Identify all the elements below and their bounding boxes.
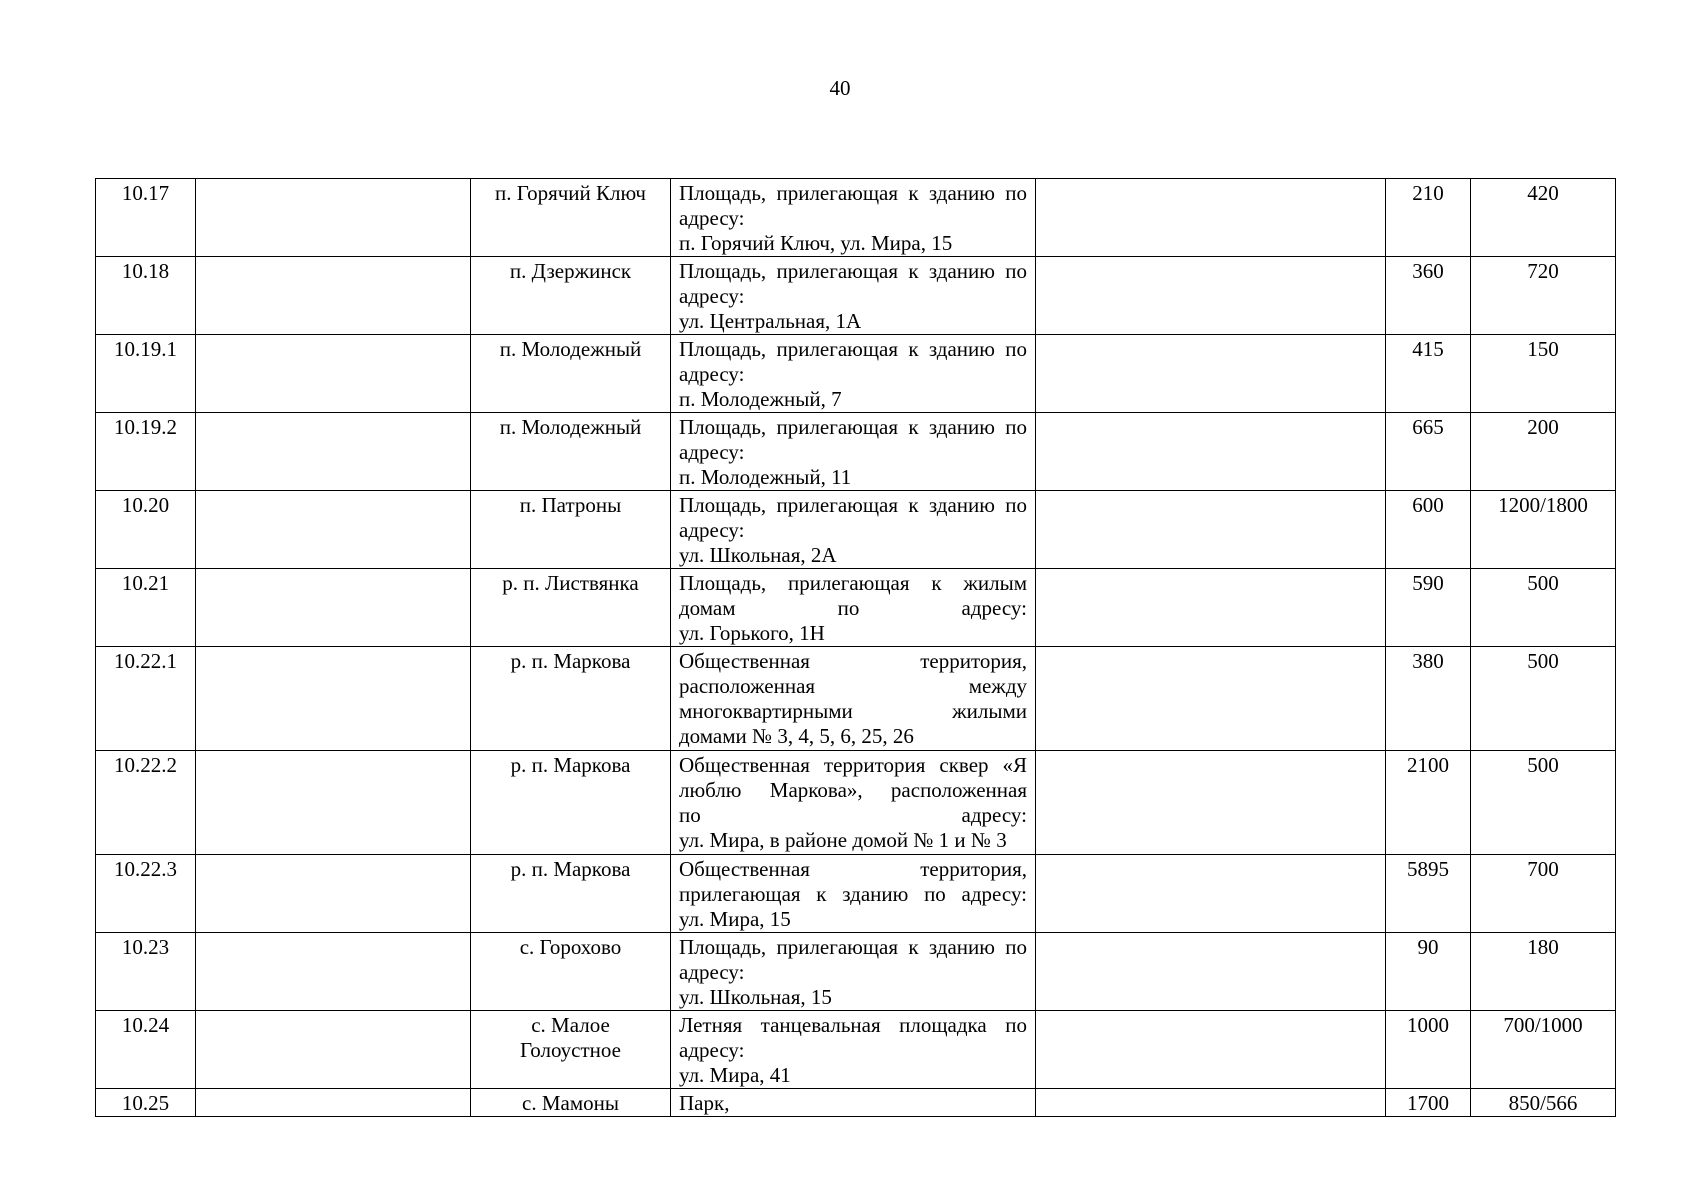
- empty-cell: [1036, 491, 1386, 569]
- locality-cell: п. Молодежный: [471, 413, 671, 491]
- locality-cell: с. Горохово: [471, 933, 671, 1011]
- table-row: [96, 491, 1616, 569]
- table-row: [96, 335, 1616, 413]
- row-number-cell: 10.24: [96, 1011, 196, 1089]
- description-cell: [671, 647, 1036, 751]
- description-line: по адресу:: [679, 803, 1027, 827]
- capacity-cell: 700: [1471, 855, 1616, 933]
- capacity-cell: 150: [1471, 335, 1616, 413]
- capacity-cell: 500: [1471, 751, 1616, 855]
- row-number-cell: 10.19.2: [96, 413, 196, 491]
- empty-cell: [196, 179, 471, 257]
- description-line: домам по адресу:: [679, 596, 1027, 620]
- description-line: расположенная между: [679, 674, 1027, 698]
- capacity-cell: 1200/1800: [1471, 491, 1616, 569]
- description-line: адресу:: [679, 518, 745, 542]
- empty-cell: [196, 491, 471, 569]
- description-cell: [671, 751, 1036, 855]
- capacity-cell: 420: [1471, 179, 1616, 257]
- locality-cell: р. п. Листвянка: [471, 569, 671, 647]
- sites-table: [95, 178, 1616, 1117]
- description-line: адресу:: [679, 284, 745, 308]
- empty-cell: [196, 413, 471, 491]
- empty-cell: [196, 1011, 471, 1089]
- page-number: 40: [829, 76, 851, 100]
- description-line: Площадь, прилегающая к зданию по: [679, 415, 1027, 439]
- empty-cell: [1036, 179, 1386, 257]
- area-cell: 90: [1386, 933, 1471, 1011]
- description-cell: [671, 569, 1036, 647]
- description-line: адресу:: [679, 960, 745, 984]
- empty-cell: [1036, 855, 1386, 933]
- description-cell: [671, 491, 1036, 569]
- description-line: ул. Горького, 1Н: [679, 621, 825, 645]
- empty-cell: [196, 1089, 471, 1117]
- row-number-cell: 10.18: [96, 257, 196, 335]
- locality-cell: п. Горячий Ключ: [471, 179, 671, 257]
- capacity-cell: 200: [1471, 413, 1616, 491]
- table-row: [96, 179, 1616, 257]
- table-row: [96, 569, 1616, 647]
- area-cell: 360: [1386, 257, 1471, 335]
- locality-cell: р. п. Маркова: [471, 751, 671, 855]
- row-number-cell: 10.22.2: [96, 751, 196, 855]
- description-line: адресу:: [679, 206, 745, 230]
- empty-cell: [196, 569, 471, 647]
- empty-cell: [1036, 335, 1386, 413]
- row-number-cell: 10.25: [96, 1089, 196, 1117]
- description-line: Площадь, прилегающая к зданию по: [679, 493, 1027, 517]
- area-cell: 1000: [1386, 1011, 1471, 1089]
- table-row: [96, 413, 1616, 491]
- empty-cell: [1036, 1011, 1386, 1089]
- description-line: адресу:: [679, 362, 745, 386]
- capacity-cell: 500: [1471, 647, 1616, 751]
- table-row: [96, 257, 1616, 335]
- description-cell: [671, 1011, 1036, 1089]
- locality-cell: с. Мамоны: [471, 1089, 671, 1117]
- description-cell: [671, 855, 1036, 933]
- description-line: Общественная территория сквер «Я: [679, 753, 1027, 777]
- empty-cell: [196, 335, 471, 413]
- capacity-cell: 850/566: [1471, 1089, 1616, 1117]
- area-cell: 5895: [1386, 855, 1471, 933]
- description-line: Площадь, прилегающая к зданию по: [679, 337, 1027, 361]
- locality-cell: р. п. Маркова: [471, 647, 671, 751]
- empty-cell: [196, 647, 471, 751]
- row-number-cell: 10.23: [96, 933, 196, 1011]
- description-line: Площадь, прилегающая к зданию по: [679, 181, 1027, 205]
- locality-cell: п. Дзержинск: [471, 257, 671, 335]
- area-cell: 1700: [1386, 1089, 1471, 1117]
- area-cell: 590: [1386, 569, 1471, 647]
- row-number-cell: 10.20: [96, 491, 196, 569]
- description-cell: [671, 413, 1036, 491]
- description-line: ул. Школьная, 2А: [679, 543, 837, 567]
- description-line: адресу:: [679, 440, 745, 464]
- empty-cell: [196, 855, 471, 933]
- area-cell: 2100: [1386, 751, 1471, 855]
- table-row: [96, 1089, 1616, 1117]
- description-cell: [671, 335, 1036, 413]
- locality-cell: п. Патроны: [471, 491, 671, 569]
- description-cell: [671, 933, 1036, 1011]
- description-line: ул. Мира, в районе домой № 1 и № 3: [679, 828, 1007, 852]
- description-line: Общественная территория,: [679, 857, 1027, 881]
- description-cell: [671, 257, 1036, 335]
- table-row: [96, 933, 1616, 1011]
- row-number-cell: 10.21: [96, 569, 196, 647]
- empty-cell: [196, 933, 471, 1011]
- area-cell: 380: [1386, 647, 1471, 751]
- locality-cell: п. Молодежный: [471, 335, 671, 413]
- locality-cell: р. п. Маркова: [471, 855, 671, 933]
- empty-cell: [1036, 1089, 1386, 1117]
- empty-cell: [196, 257, 471, 335]
- area-cell: 415: [1386, 335, 1471, 413]
- description-line: Общественная территория,: [679, 649, 1027, 673]
- table-row: [96, 1011, 1616, 1089]
- empty-cell: [1036, 413, 1386, 491]
- row-number-cell: 10.17: [96, 179, 196, 257]
- description-line: адресу:: [679, 1038, 745, 1062]
- row-number-cell: 10.22.3: [96, 855, 196, 933]
- table-row: [96, 751, 1616, 855]
- description-line: Парк,: [679, 1091, 730, 1115]
- capacity-cell: 720: [1471, 257, 1616, 335]
- description-line: ул. Центральная, 1А: [679, 309, 862, 333]
- empty-cell: [1036, 647, 1386, 751]
- description-cell: [671, 1089, 1036, 1117]
- description-line: Площадь, прилегающая к зданию по: [679, 935, 1027, 959]
- description-line: Площадь, прилегающая к зданию по: [679, 259, 1027, 283]
- area-cell: 600: [1386, 491, 1471, 569]
- capacity-cell: 500: [1471, 569, 1616, 647]
- empty-cell: [1036, 569, 1386, 647]
- empty-cell: [196, 751, 471, 855]
- capacity-cell: 180: [1471, 933, 1616, 1011]
- description-cell: [671, 179, 1036, 257]
- table-row: [96, 855, 1616, 933]
- row-number-cell: 10.19.1: [96, 335, 196, 413]
- description-line: ул. Мира, 41: [679, 1063, 791, 1087]
- row-number-cell: 10.22.1: [96, 647, 196, 751]
- description-line: п. Молодежный, 7: [679, 387, 842, 411]
- description-line: п. Молодежный, 11: [679, 465, 852, 489]
- area-cell: 665: [1386, 413, 1471, 491]
- capacity-cell: 700/1000: [1471, 1011, 1616, 1089]
- description-line: люблю Маркова», расположенная: [679, 778, 1027, 802]
- description-line: п. Горячий Ключ, ул. Мира, 15: [679, 231, 953, 255]
- area-cell: 210: [1386, 179, 1471, 257]
- description-line: прилегающая к зданию по адресу:: [679, 882, 1027, 906]
- description-line: ул. Школьная, 15: [679, 985, 832, 1009]
- description-line: многоквартирными жилыми: [679, 699, 1027, 723]
- description-line: домами № 3, 4, 5, 6, 25, 26: [679, 724, 914, 748]
- empty-cell: [1036, 257, 1386, 335]
- description-line: Летняя танцевальная площадка по: [679, 1013, 1027, 1037]
- empty-cell: [1036, 933, 1386, 1011]
- table-body: [96, 179, 1616, 1117]
- empty-cell: [1036, 751, 1386, 855]
- table-row: [96, 647, 1616, 751]
- description-line: ул. Мира, 15: [679, 907, 791, 931]
- description-line: Площадь, прилегающая к жилым: [679, 571, 1027, 595]
- locality-cell: с. Малое Голоустное: [471, 1011, 671, 1089]
